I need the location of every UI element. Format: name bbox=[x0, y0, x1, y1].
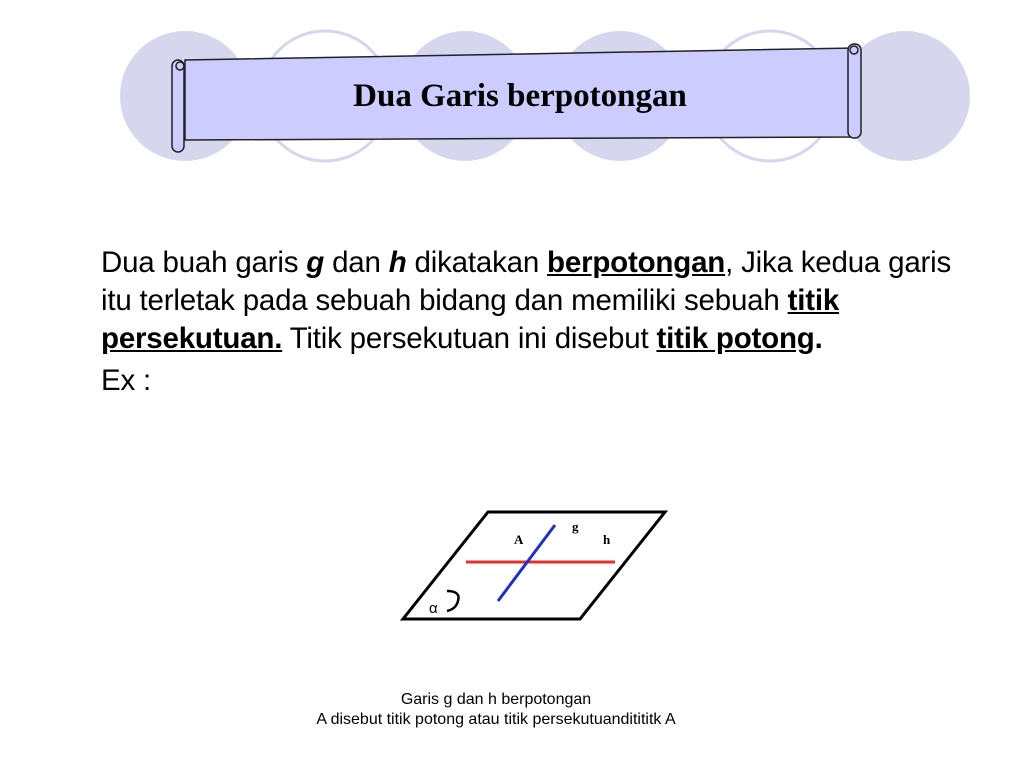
text-segment: dikatakan bbox=[406, 246, 548, 279]
diagram-caption bbox=[200, 690, 792, 730]
definition-text bbox=[101, 244, 981, 400]
term-titik-persekutuan: titik persekutuan. bbox=[101, 284, 840, 355]
text-segment: dan bbox=[324, 246, 389, 279]
example-label: Ex : bbox=[101, 364, 152, 397]
var-h: h bbox=[388, 246, 407, 279]
caption-line-1: Garis g dan h berpotongan bbox=[400, 691, 592, 708]
text-segment: Titik persekutuan ini disebut bbox=[282, 322, 657, 355]
text-segment: , Jika kedua garis itu terletak pada sebuah bidang dan memiliki sebuah bbox=[101, 246, 952, 317]
definition-paragraph bbox=[101, 244, 981, 358]
line-label-g: g bbox=[572, 519, 579, 534]
plane-alpha bbox=[403, 512, 665, 619]
slide-title: Dua Garis berpotongan bbox=[353, 77, 687, 114]
point-label-a: A bbox=[514, 532, 524, 547]
text-segment: . bbox=[814, 322, 823, 355]
term-titik-potong: titik potong bbox=[656, 322, 815, 355]
line-label-h: h bbox=[603, 532, 611, 547]
intersecting-lines-diagram bbox=[395, 505, 675, 630]
text-segment: Dua buah garis bbox=[101, 246, 307, 279]
term-berpotongan: berpotongan bbox=[547, 246, 726, 279]
plane-label-alpha: α bbox=[429, 600, 438, 617]
caption-line-2: A disebut titik potong atau titik persekutuanditititk A bbox=[316, 711, 676, 728]
var-g: g bbox=[306, 246, 325, 279]
